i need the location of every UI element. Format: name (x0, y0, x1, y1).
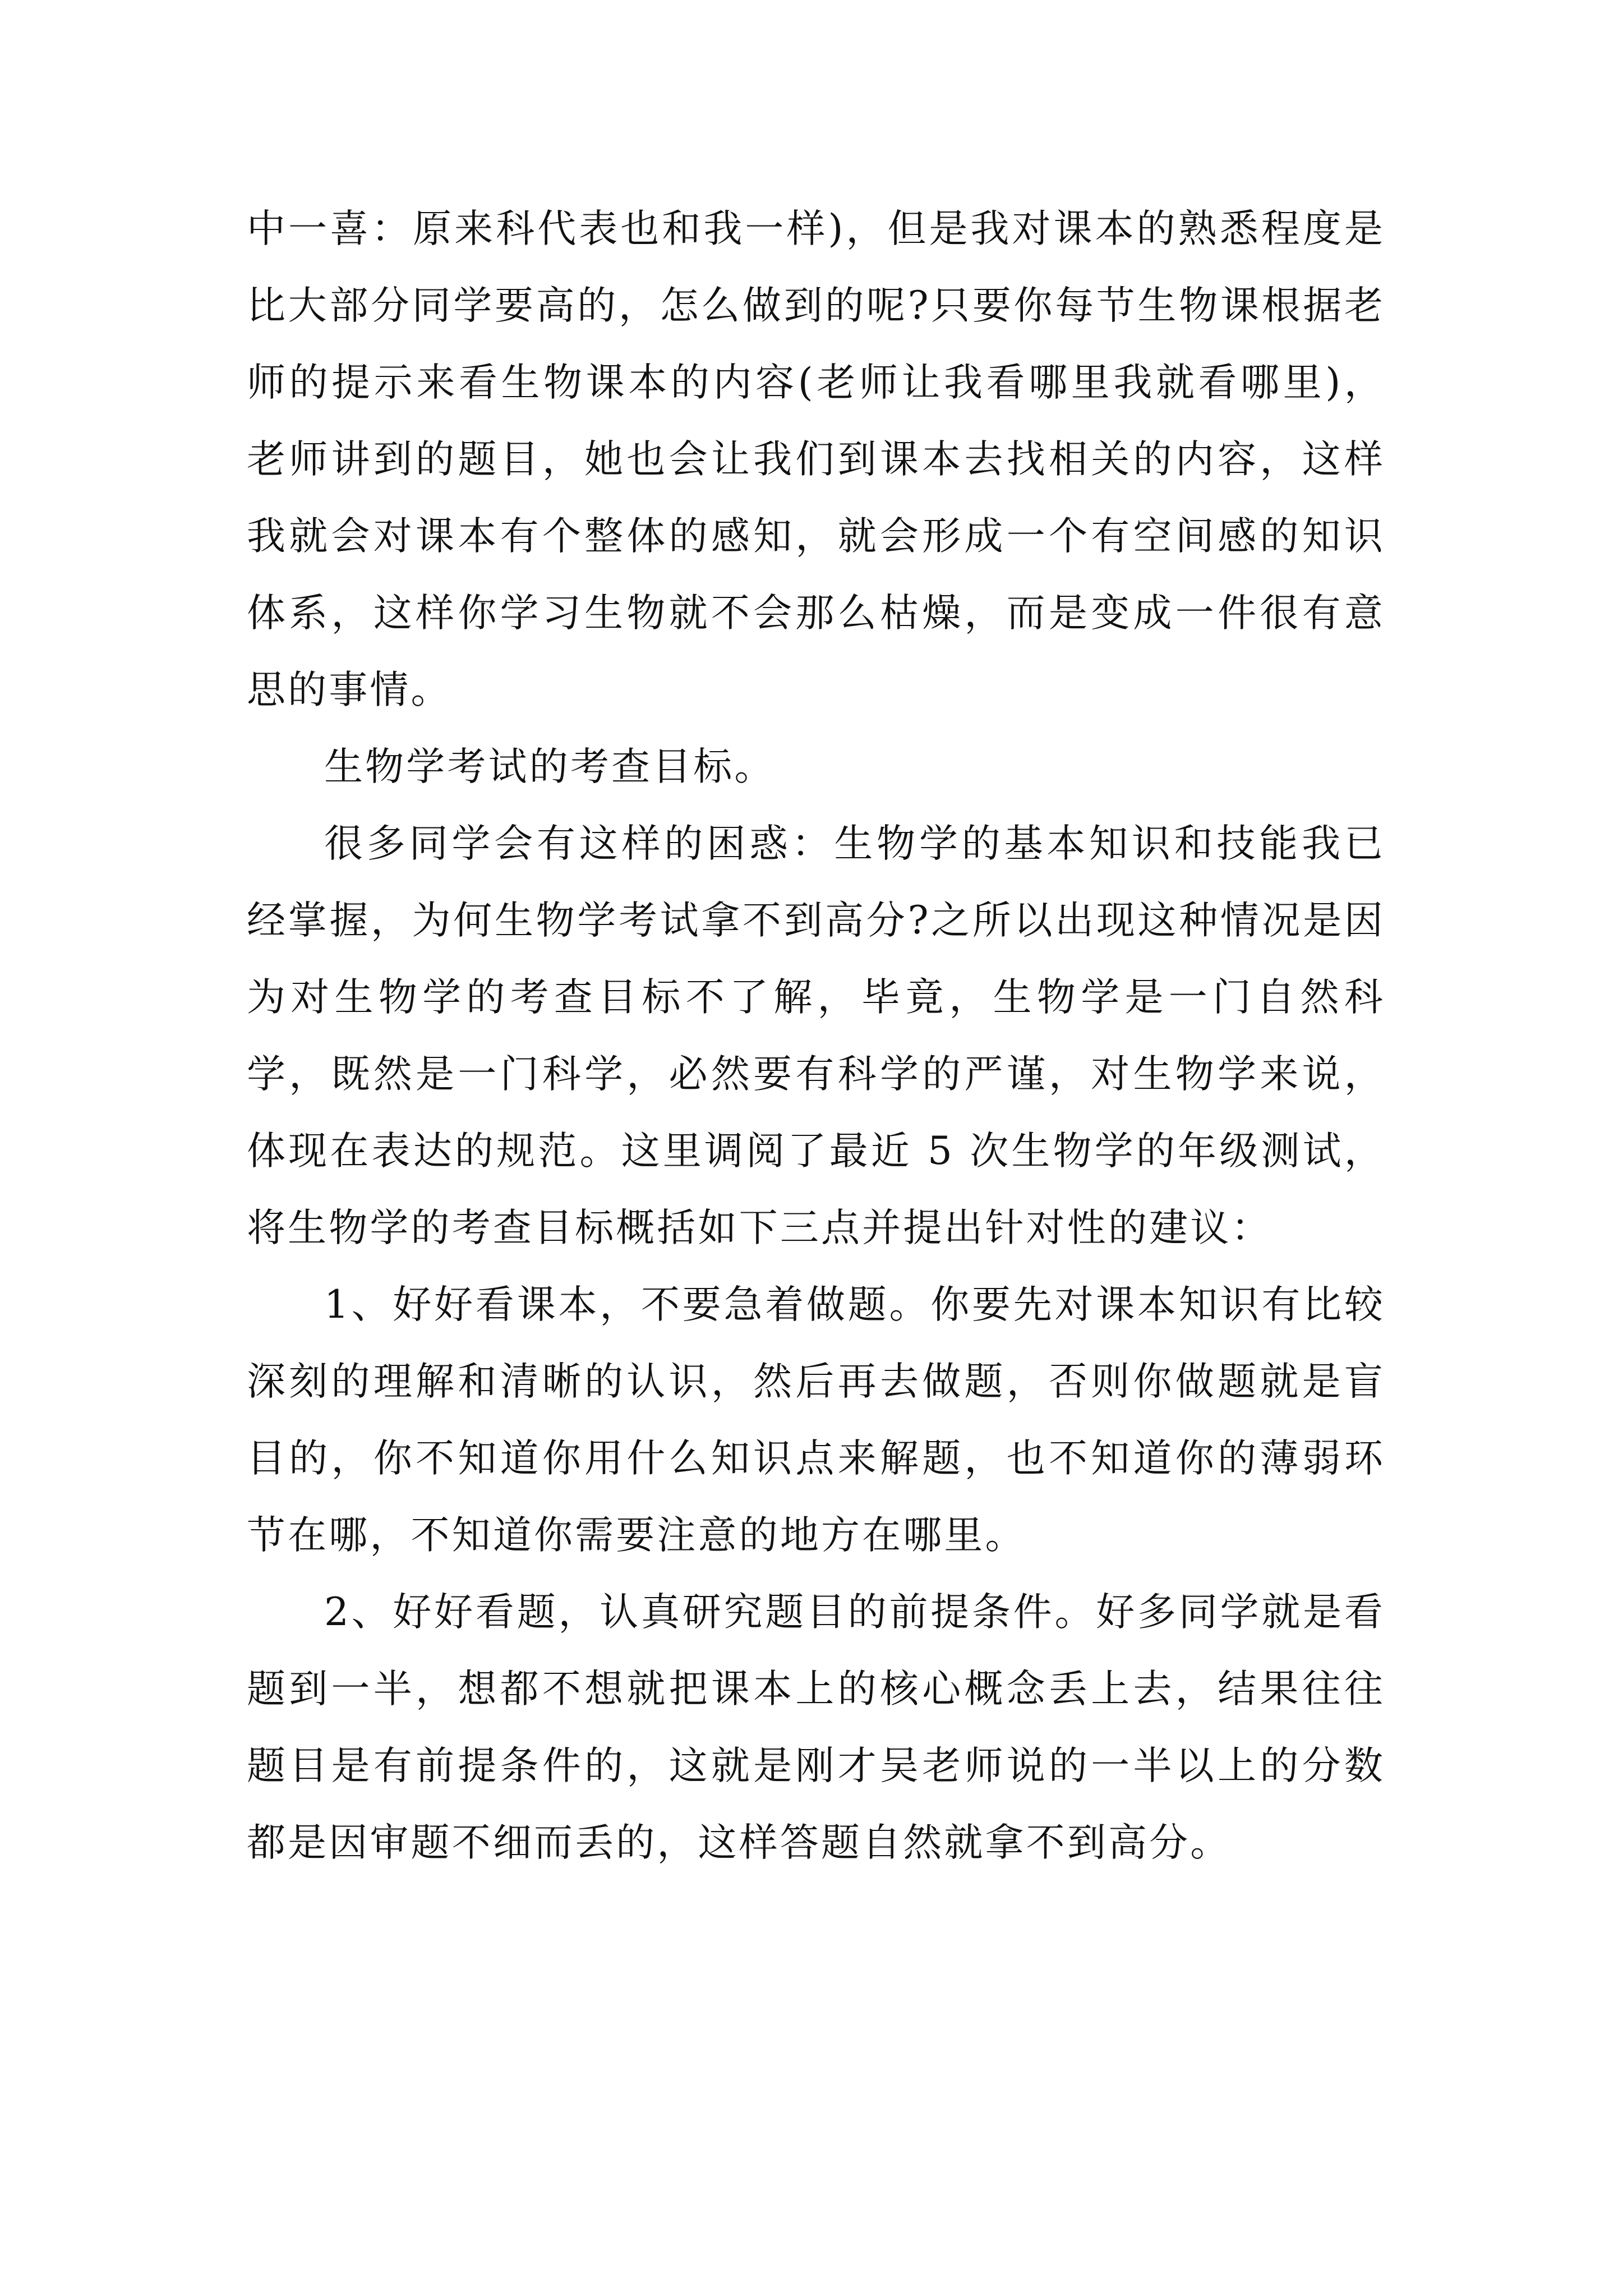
paragraph-continuation: 中一喜：原来科代表也和我一样)，但是我对课本的熟悉程度是比大部分同学要高的，怎么做到的呢?只要你每节生物课根据老师的提示来看生物课本的内容(老师让我看哪里我就看哪里)，老师讲到的题目，她也会让我们到课本去找相关的内容，这样我就会对课本有个整体的感知，就会形成一个有空间感的知识体系，这样你学习生物就不会那么枯燥，而是变成一件很有意思的事情。 (247, 206, 1385, 712)
section-heading: 生物学考试的考查目标。 (324, 744, 776, 789)
document-body (247, 191, 1385, 1881)
list-item-2: 2、好好看题，认真研究题目的前提条件。好多同学就是看题到一半，想都不想就把课本上的核心概念丢上去，结果往往题目是有前提条件的，这就是刚才吴老师说的一半以上的分数都是因审题不细而丢的，这样答题自然就拿不到高分。 (247, 1590, 1385, 1865)
paragraph-intro: 很多同学会有这样的困惑：生物学的基本知识和技能我已经掌握，为何生物学考试拿不到高分?之所以出现这种情况是因为对生物学的考查目标不了解，毕竟，生物学是一门自然科学，既然是一门科学，必然要有科学的严谨，对生物学来说，体现在表达的规范。这里调阅了最近 5 次生物学的年级测试，将生物学的考查目标概括如下三点并提出针对性的建议： (247, 821, 1385, 1250)
list-item-1: 1、好好看课本，不要急着做题。你要先对课本知识有比较深刻的理解和清晰的认识，然后再去做题，否则你做题就是盲目的，你不知道你用什么知识点来解题，也不知道你的薄弱环节在哪，不知道你需要注意的地方在哪里。 (247, 1282, 1385, 1558)
